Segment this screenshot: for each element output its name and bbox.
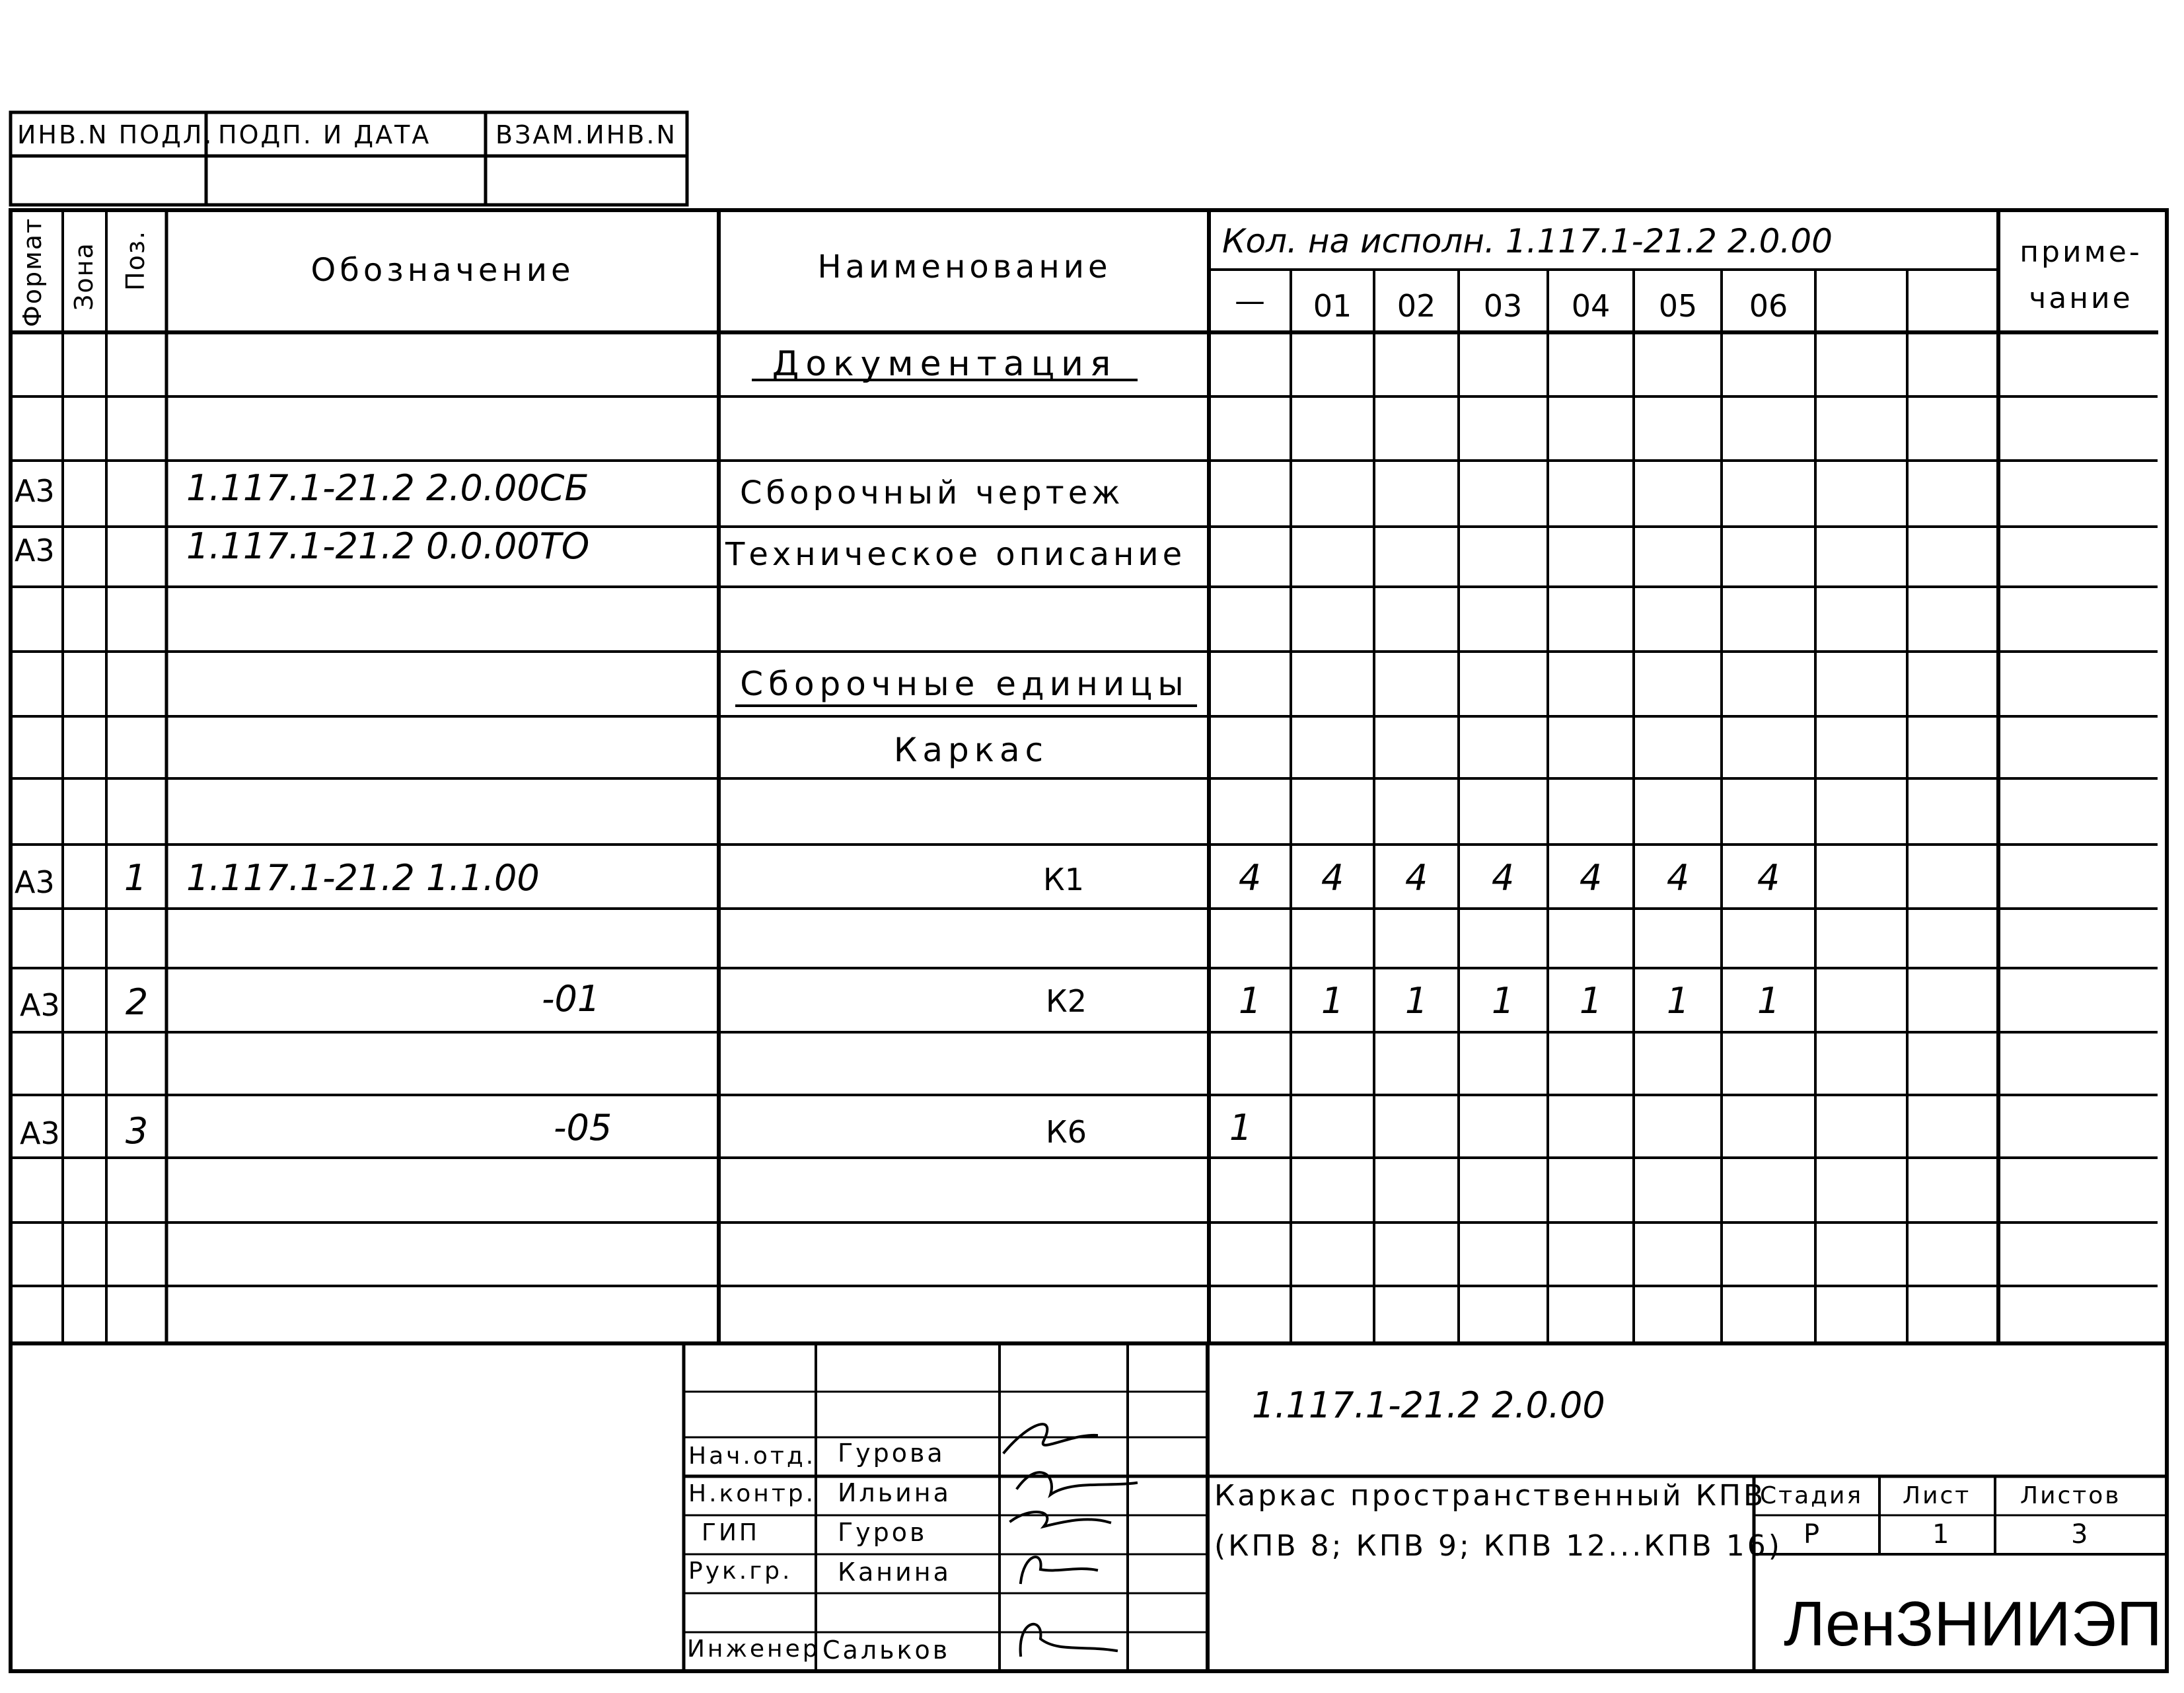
- qty-cell: 1: [1404, 980, 1428, 1022]
- variant-header: 05: [1658, 288, 1698, 324]
- row-poz: 2: [125, 981, 149, 1023]
- qty-cell: 1: [1757, 980, 1780, 1022]
- qty-cell: 1: [1229, 1107, 1253, 1148]
- section-karkas: Каркас: [893, 731, 1049, 769]
- row-format: А3: [15, 864, 55, 900]
- row-designation: 1.117.1-21.2 0.0.00ТО: [186, 525, 590, 567]
- row-format: А3: [15, 533, 55, 568]
- qty-cell: 1: [1579, 980, 1603, 1022]
- variant-header: 03: [1483, 288, 1523, 324]
- section-documentation: Документация: [772, 344, 1118, 384]
- qty-cell: 4: [1238, 857, 1262, 899]
- header-format: Формат: [18, 217, 47, 327]
- qty-cell: 1: [1666, 980, 1690, 1022]
- staff-role: Н.контр.: [688, 1480, 817, 1507]
- signatures: [1004, 1424, 1136, 1655]
- qty-cell: 1: [1491, 980, 1515, 1022]
- row-format: А3: [20, 1115, 60, 1151]
- title-line2: (КПВ 8; КПВ 9; КПВ 12...КПВ 16): [1214, 1529, 1782, 1563]
- row-designation: -05: [554, 1107, 612, 1148]
- row-name: К6: [1046, 1114, 1087, 1150]
- sheets-value: 3: [2071, 1519, 2088, 1550]
- header-oboznachenie: Обозначение: [310, 252, 575, 289]
- sheet-label: Лист: [1903, 1482, 1971, 1509]
- row-format: А3: [20, 987, 60, 1023]
- qty-cell: 4: [1666, 857, 1690, 899]
- stage-label: Стадия: [1760, 1482, 1864, 1509]
- variant-header: 01: [1313, 288, 1352, 324]
- row-name: К2: [1046, 983, 1087, 1019]
- row-format: А3: [15, 473, 55, 509]
- staff-role: Рук.гр.: [688, 1558, 793, 1585]
- variant-header: 06: [1749, 288, 1788, 324]
- row-poz: 3: [125, 1110, 149, 1152]
- staff-name: Сальков: [822, 1636, 951, 1665]
- title-line1: Каркас пространственный КПВ: [1214, 1479, 1766, 1513]
- qty-cell: 1: [1238, 980, 1262, 1022]
- qty-cell: 4: [1579, 857, 1603, 899]
- sheet-value: 1: [1932, 1519, 1949, 1550]
- section-assembly-units: Сборочные единицы: [740, 665, 1189, 703]
- title-doc-code: 1.117.1-21.2 2.0.00: [1252, 1384, 1605, 1426]
- header-naimenovanie: Наименование: [817, 248, 1112, 285]
- qty-cell: 4: [1321, 857, 1344, 899]
- stamp-inv-podl: ИНВ.N ПОДЛ.: [17, 120, 214, 149]
- qty-cell: 4: [1491, 857, 1515, 899]
- variant-header: —: [1235, 283, 1265, 319]
- staff-name: Гурова: [838, 1439, 945, 1468]
- header-primechanie-1: приме-: [2020, 235, 2142, 269]
- row-poz: 1: [124, 857, 147, 899]
- header-zona: Зона: [69, 242, 98, 311]
- row-name: Техническое описание: [725, 536, 1186, 573]
- row-designation: -01: [542, 978, 601, 1020]
- organization-name: ЛенЗНИИЭП: [1784, 1589, 2162, 1659]
- row-designation: 1.117.1-21.2 2.0.00СБ: [186, 467, 589, 509]
- variant-header: 04: [1571, 288, 1611, 324]
- stamp-vzam-inv: ВЗАМ.ИНВ.N: [495, 120, 677, 149]
- staff-name: Канина: [838, 1558, 951, 1587]
- staff-name: Ильина: [838, 1478, 951, 1507]
- staff-role: ГИП: [702, 1519, 760, 1546]
- header-poz: Поз.: [121, 229, 150, 291]
- sheets-label: Листов: [2020, 1482, 2121, 1509]
- qty-cell: 4: [1757, 857, 1780, 899]
- row-name: К1: [1043, 862, 1084, 897]
- row-designation: 1.117.1-21.2 1.1.00: [186, 857, 540, 899]
- staff-role: Нач.отд.: [688, 1443, 817, 1470]
- staff-name: Гуров: [838, 1518, 928, 1547]
- staff-role: Инженер: [687, 1636, 820, 1663]
- header-kol: Кол. на исполн. 1.117.1-21.2 2.0.00: [1222, 222, 1833, 260]
- qty-cell: 4: [1404, 857, 1428, 899]
- stage-value: Р: [1803, 1519, 1820, 1550]
- row-name: Сборочный чертеж: [740, 474, 1124, 511]
- stamp-podp-data: ПОДП. И ДАТА: [218, 120, 431, 149]
- header-primechanie-2: чание: [2029, 282, 2133, 315]
- variant-header: 02: [1397, 288, 1436, 324]
- qty-cell: 1: [1321, 980, 1344, 1022]
